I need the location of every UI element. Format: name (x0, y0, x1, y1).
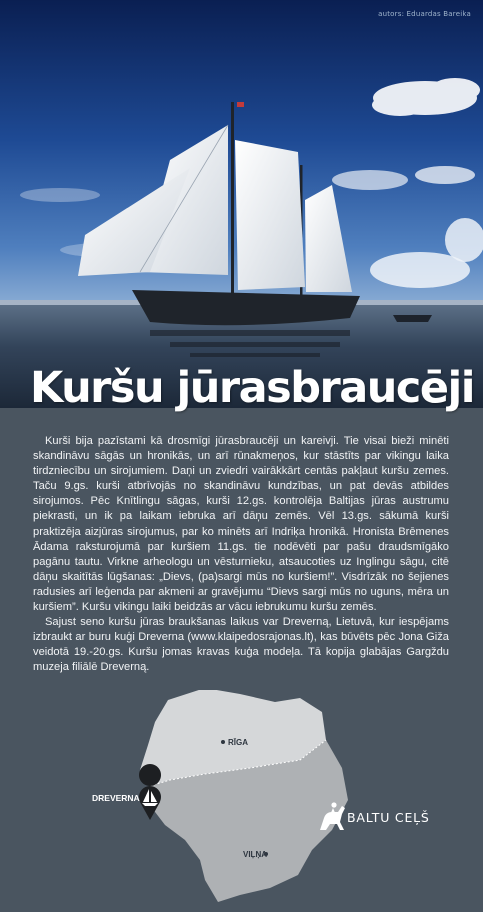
logo-text: BALTU CEĻŠ (347, 810, 430, 825)
dreverna-label: DREVERNA (92, 793, 140, 803)
article-body (33, 434, 449, 676)
city-label-vilnius: VIĻŅA (243, 850, 267, 859)
sailing-ship-photo (0, 0, 483, 413)
photo-credit: autors: Eduardas Bareika (378, 10, 471, 18)
page-title: Kuršu jūrasbraucēji (30, 363, 474, 413)
paragraph: Sajust seno kuršu jūras braukšanas laikus var Dreverną, Lietuvā, kur iespējams izbraukt ar buru kuģi Dreverna (www.klaipedosrajonas.lt), kas būvēts pēc Jona Giža veidotā 19.-20.gs. Kuršu jomas kravas kuģa modeļa. Tā kopija glabājas Gargždu muzeja filiālē Dreverną. (33, 616, 449, 674)
paragraph: Kurši bija pazīstami kā drosmīgi jūrasbraucēji un kareivji. Tie visai bieži minēti skandināvu sāgās un hronikās, un arī rūnakmeņos, kur stāstīts par vikingu laika tirdzniecību un sirojumiem. Daņi un zviedri vairākkārt centās pakļaut kuršu zemes. Taču 9.gs. kurši atbrīvojās no skandināvu kundzības, un pat devās atbildes sirojumos. Pēc Knītlingu sāgas, kurši 12.gs. kontrolēja Baltijas jūras austrumu piekrasti, un ik pa laikam iebruka arī dāņu zemēs. Vēl 13.gs. sākumā kurši praktizēja aizjūras sirojumus, par ko minēts arī Indriķa hronikā. Hronista Brēmenes Ādama raksturojumā par kuršiem 11.gs. tie nodēvēti par pašu draudsmīgāko pagānu tautu. Virkne arheologu un vēsturnieku, atsaucoties uz Inglingu sāgu, citē dāņu skaitītās lūgšanas: „Dievs, (pa)sargi mūs no kuršiem!”. Visdrīzāk no šejienes radusies arī leģenda par akmeni ar gravējumu “Dievs sargi mūs no uguns, mēra un kuršiem”. Kuršu vikingu laiki beidzās ar vācu iebrukumu kuršu zemēs. (33, 435, 449, 614)
city-label-riga: RĪGA (228, 738, 248, 747)
hero-photo (0, 0, 483, 413)
